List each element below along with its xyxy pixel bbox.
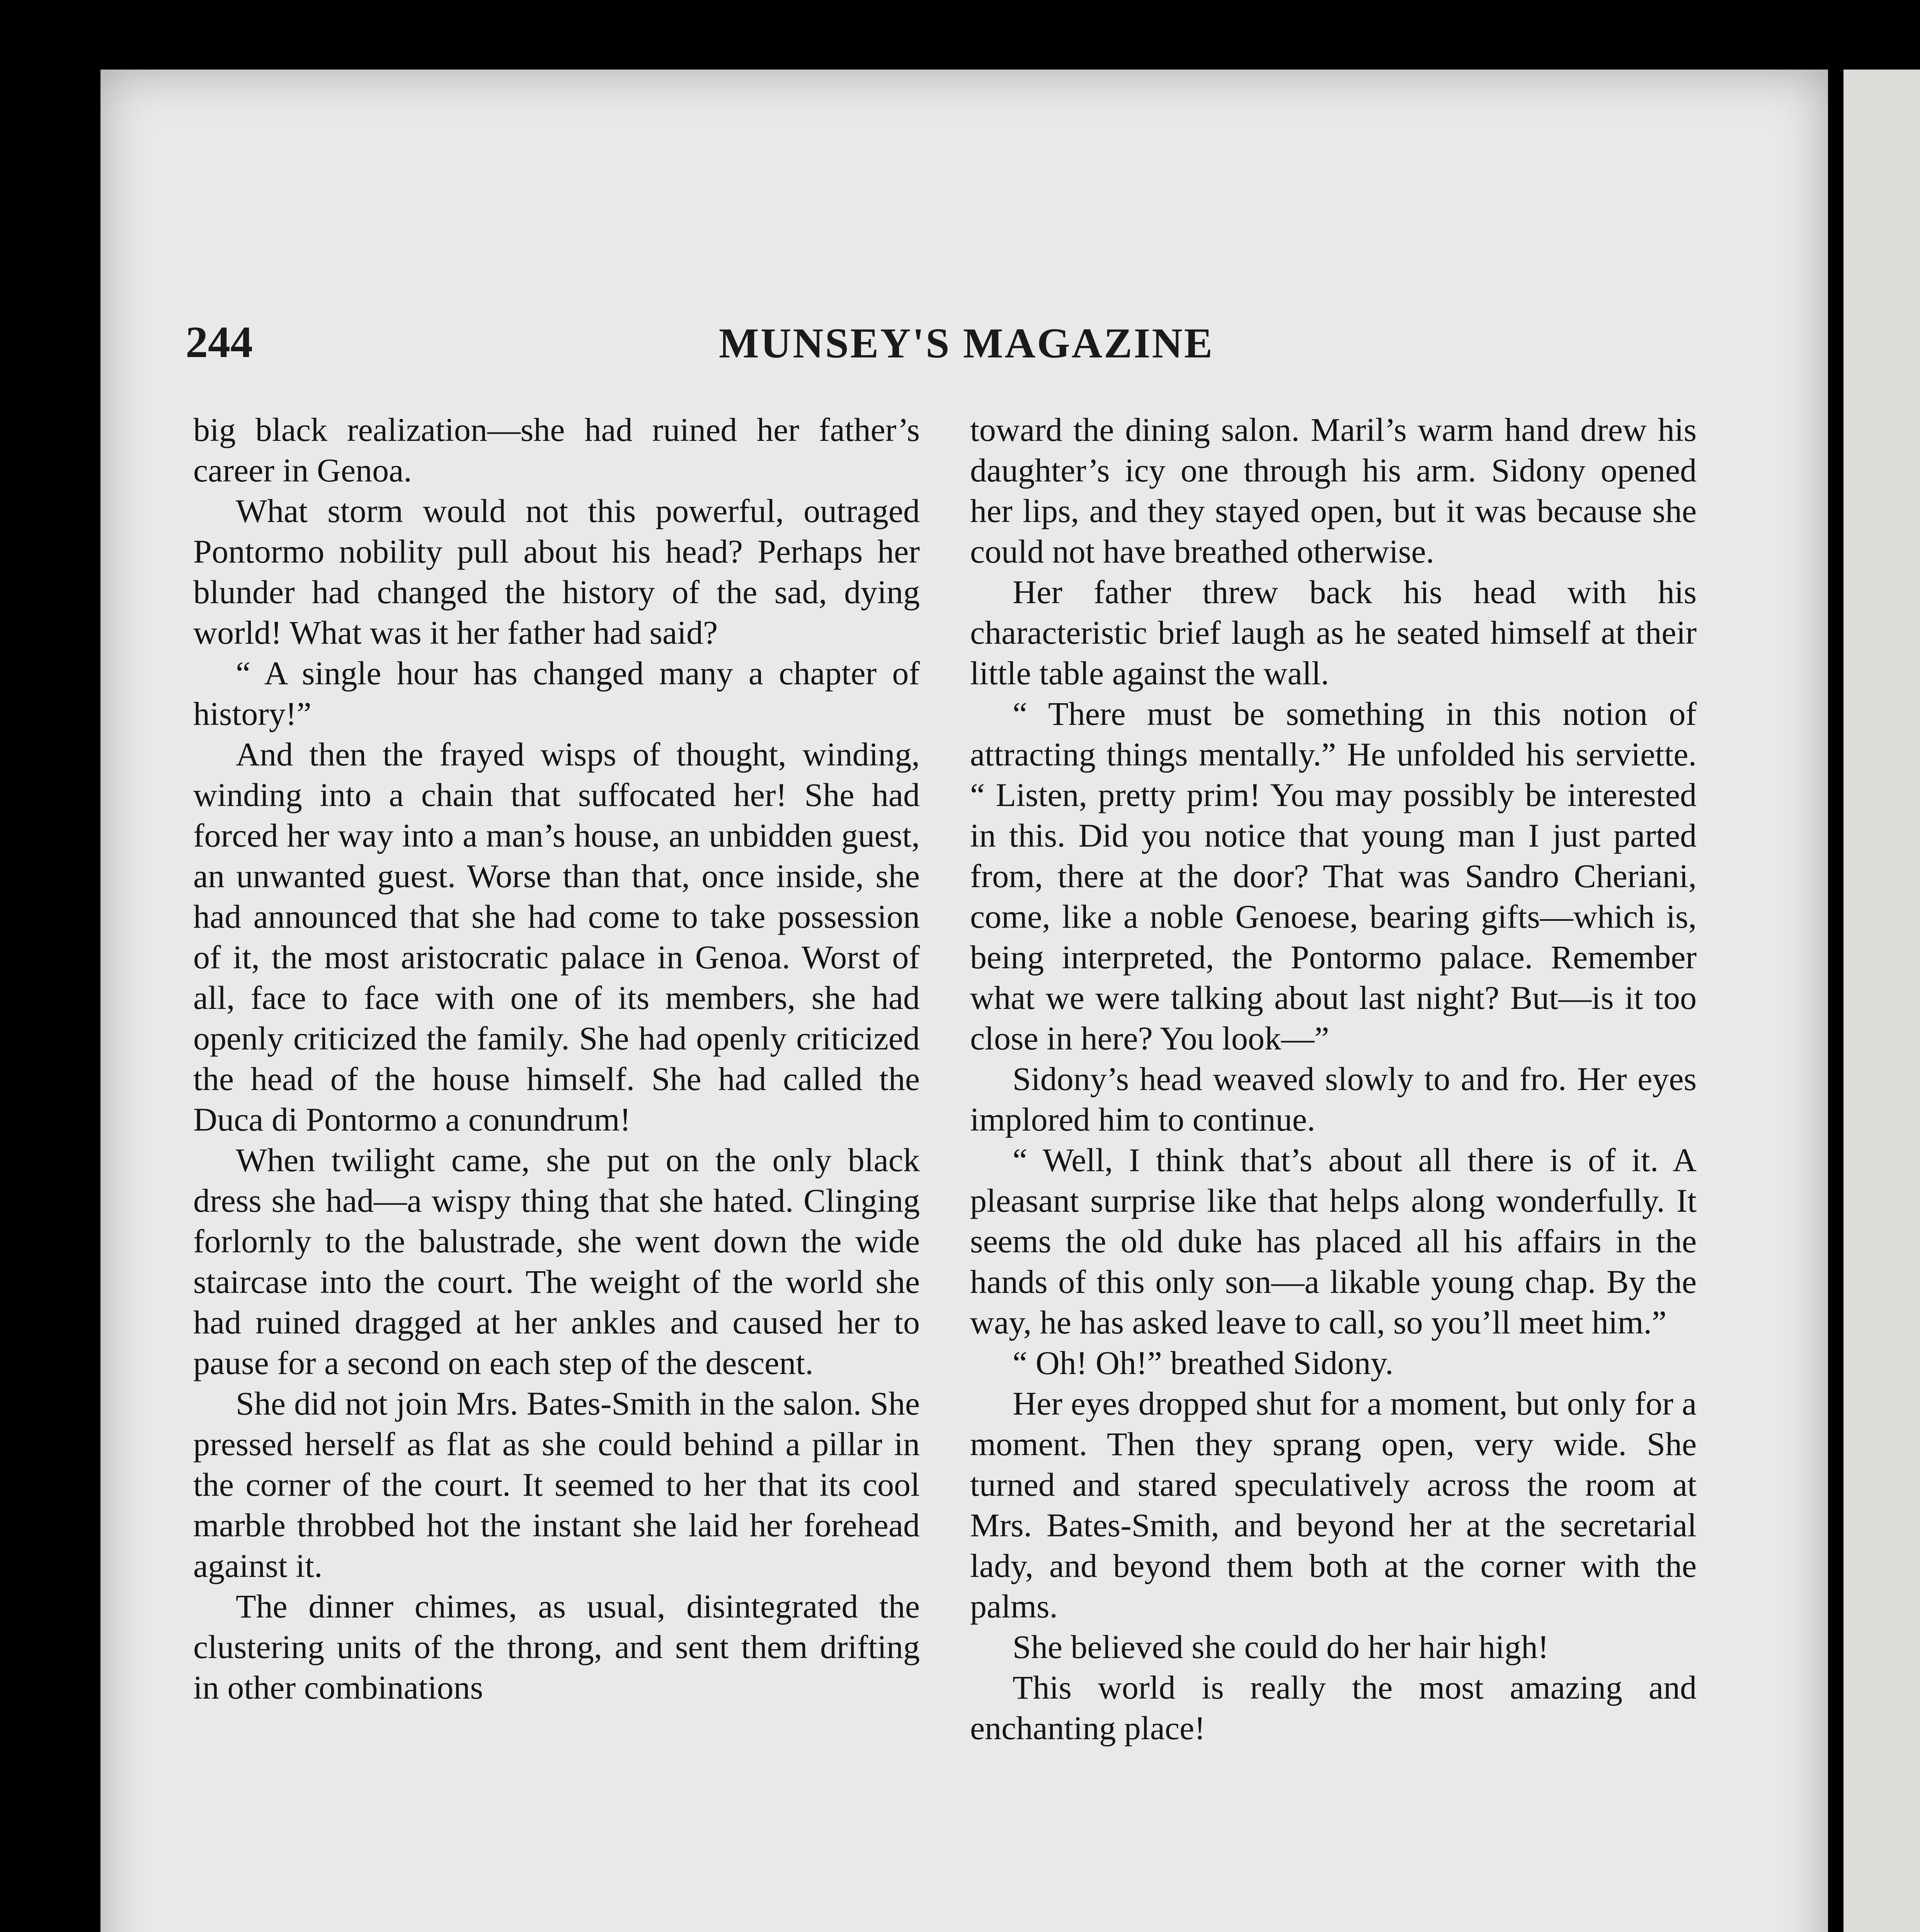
paragraph: The dinner chimes, as usual, disintegrated the clustering units of the throng, and sent them drifting in other combinations (193, 1588, 920, 1706)
paragraph: “ There must be something in this notion of attracting things mentally.” He unfolded his serviette. “ Listen, pretty prim! You may possibly be interested in this. Did you notice that young man I just parted from, there at the door? That was Sandro Cheriani, come, like a noble Genoese, bearing gifts—which is, being interpreted, the Pontormo palace. Remember what we were talking about last night? But—is it too close in here? You look—” (970, 695, 1697, 1057)
paragraph: And then the frayed wisps of thought, winding, winding into a chain that suffocated her! She had forced her way into a man’s house, an unbidden guest, an unwanted guest. Worse than that, once inside, she had announced that she had come to take possession of it, the most aristocratic palace in Genoa. Worst of all, face to face with one of its members, she had openly criticized the family. She had openly criticized the head of the house himself. She had called the Duca di Pontormo a conundrum! (193, 736, 920, 1138)
adjacent-page-edge (1843, 70, 1920, 1932)
right-text-column (970, 410, 1697, 1748)
paragraph: She believed she could do her hair high! (1013, 1628, 1549, 1665)
paragraph: When twilight came, she put on the only black dress she had—a wispy thing that she hated. Clinging forlornly to the balustrade, she went down the wide staircase into the court. The weight of the world she had ruined dragged at her ankles and caused her to pause for a second on each step of the descent. (193, 1141, 920, 1381)
paragraph: This world is really the most amazing and enchanting place! (970, 1669, 1697, 1747)
running-head: MUNSEY'S MAGAZINE (719, 320, 1214, 367)
paragraph: What storm would not this powerful, outraged Pontormo nobility pull about his head? Perhaps her blunder had changed the history of the sad, dying world! What was it her father had said? (193, 492, 920, 651)
magazine-page (100, 70, 1828, 1932)
paragraph: She did not join Mrs. Bates-Smith in the salon. She pressed herself as flat as she could behind a pillar in the corner of the court. It seemed to her that its cool marble throbbed hot the instant she laid her forehead against it. (193, 1385, 920, 1584)
paragraph: “ Well, I think that’s about all there is of it. A pleasant surprise like that helps along wonderfully. It seems the old duke has placed all his affairs in the hands of this only son—a likable young chap. By the way, he has asked leave to call, so you’ll meet him.” (970, 1141, 1697, 1341)
page-number: 244 (186, 318, 253, 367)
paragraph: “ Oh! Oh!” breathed Sidony. (1013, 1344, 1394, 1381)
paragraph: Her eyes dropped shut for a moment, but only for a moment. Then they sprang open, very wide. She turned and stared speculatively across the room at Mrs. Bates-Smith, and beyond her at the secretarial lady, and beyond them both at the corner with the palms. (970, 1385, 1697, 1625)
paragraph: “ A single hour has changed many a chapter of history!” (193, 655, 920, 732)
paragraph: toward the dining salon. Maril’s warm hand drew his daughter’s icy one through his arm. Sidony opened her lips, and they stayed open, but it was because she could not have breathed otherwise. (970, 411, 1697, 570)
paragraph: Sidony’s head weaved slowly to and fro. Her eyes implored him to continue. (970, 1060, 1697, 1138)
paragraph: big black realization—she had ruined her father’s career in Genoa. (193, 411, 920, 489)
left-text-column (193, 410, 920, 1708)
paragraph: Her father threw back his head with his characteristic brief laugh as he seated himself at their little table against the wall. (970, 573, 1697, 692)
